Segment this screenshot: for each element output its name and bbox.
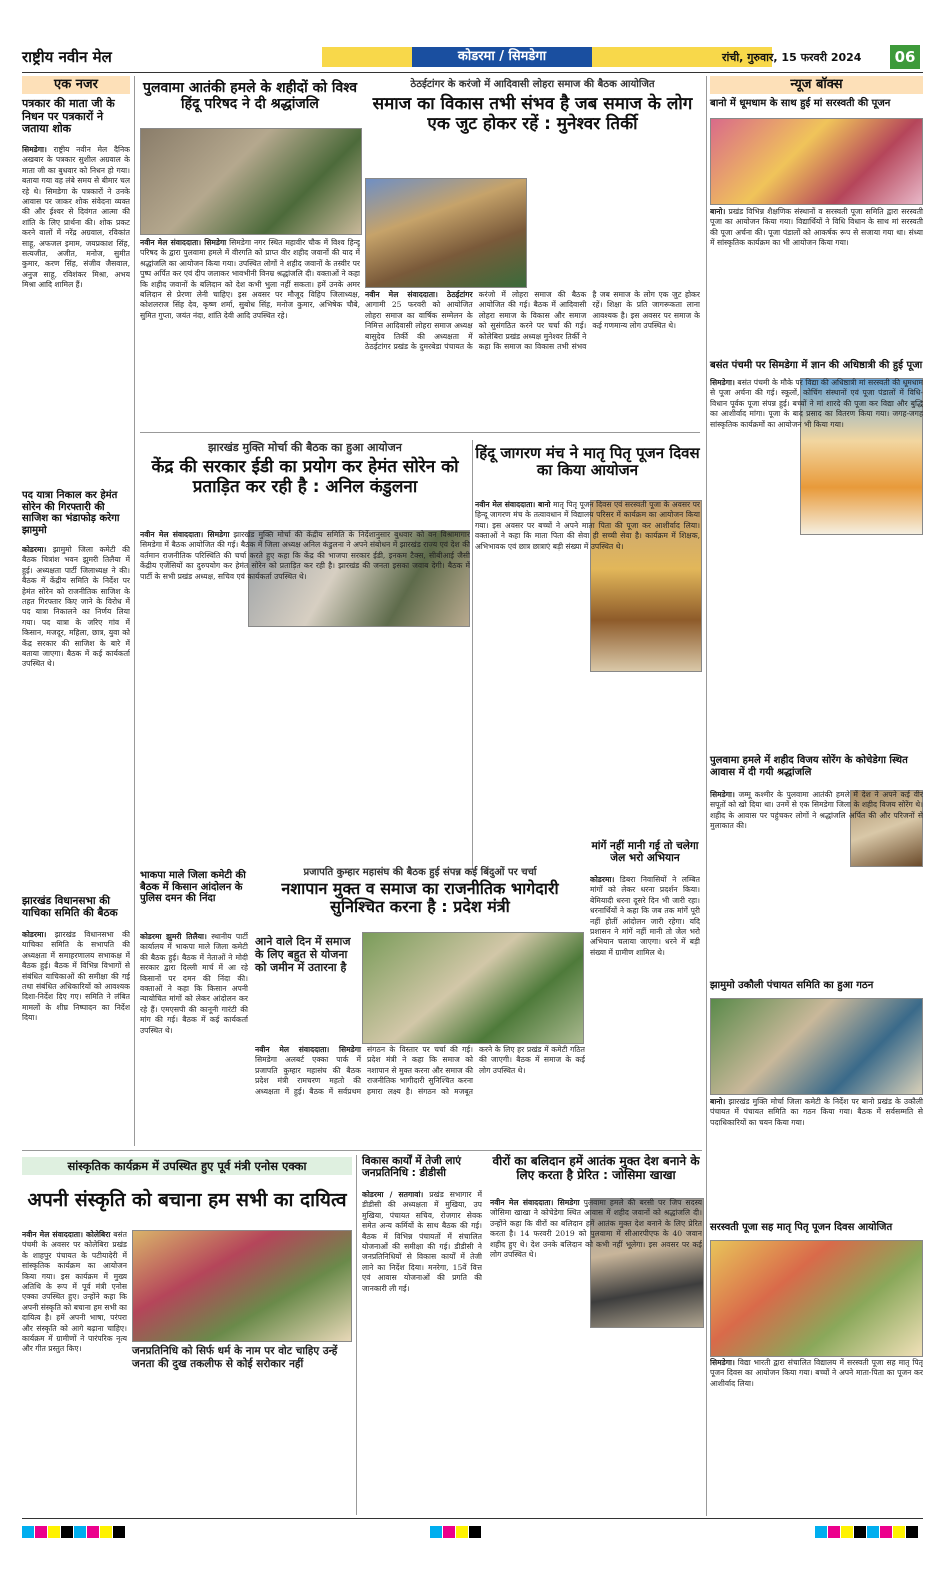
right-story2-headline: बसंत पंचमी पर सिमडेगा में ज्ञान की अधिष्ठात्री की हुई पूजा — [710, 360, 923, 371]
prajapati-kicker: प्रजापति कुम्हार महासंघ की बैठक हुई संपन्न कई बिंदुओं पर चर्चा — [303, 867, 537, 878]
dakhra-headline: मांगें नहीं मानी गई तो चलेगा जेल भरो अभियान — [591, 840, 699, 865]
right-story3-headline: पुलवामा हमले में शहीद विजय सोरेंग के कोचेडेगा स्थित आवास में दी गयी श्रद्धांजलि — [710, 755, 908, 778]
right-story4-photo — [710, 998, 923, 1095]
cultural-body: नवीन मेल संवाददाता। कोलेबिरा बसंत पंचमी के अवसर पर कोलेबिरा प्रखंड के शाहपुर पंचायत के पटीयादेरी में सांस्कृतिक कार्यक्रम का आयोजन किया गया। इस कार्यक्रम में मुख्य अतिथि के रूप में पूर्व मंत्री एनोस एक्का उपस्थित हुए। उन्होंने कहा कि अपनी संस्कृति को बचाना हम सभी का दायित्व है। हमें अपनी भाषा, परंपरा और संस्कृति को आगे बढ़ाना चाहिए। कार्यक्रम में ग्रामीणों ने पारंपरिक नृत्य और गीत प्रस्तुत किए। — [22, 1230, 127, 1354]
left-story1-body: सिमडेगा। राष्ट्रीय नवीन मेल दैनिक अखबार के पत्रकार सुशील अग्रवाल के माता जी का बुधवार को निधन हो गया। बताया गया वह लंबे समय से बीमार चल रहे थे। सिमडेगा के पत्रकारों ने उनके आवास पर जाकर शोक संवेदना व्यक्त की और ईश्वर से दिवंगत आत्मा की शांति के लिए प्रार्थना की। शोक प्रकट करने वालों में नरेंद्र अग्रवाल, रविकांत साहू, अफजल इमाम, जयप्रकाश सिंह, सत्यजीत, अजीत, मनोज, सुमीत कुमार, करण सिंह, संजीव जैसवाल, अनुज साहू, रविशंकर मिश्रा, अभय मिश्रा आदि शामिल हैं। — [22, 145, 130, 290]
right-story5-photo — [710, 1240, 923, 1357]
right-story1-headline: बानो में धूमधाम के साथ हुई मां सरस्वती की पूजन — [710, 98, 891, 109]
lohra-body: नवीन मेल संवाददाता। ठेठईटांगर आगामी 25 फरवरी को आयोजित लोहरा समाज का वार्षिक सम्मेलन के निमित्त आदिवासी लोहरा समाज अध्यक्ष बासुदेव तिर्की की अध्यक्षता में ठेठईटांगर प्रखंड के दुमरबेडा पंचायत के करंजो में लोहरा समाज की बैठक आयोजित की गई। बैठक में आदिवासी लोहरा समाज के विकास और समाज को सुसंगठित करने पर चर्चा की गई। कोलेबिरा प्रखंड अध्यक्ष मुनेश्वर तिर्की ने कहा कि समाज का विकास तभी संभव है जब समाज के लोग एक जुट होकर रहें। शिक्षा के प्रति जागरूकता लाना आवश्यक है। इस अवसर पर समाज के कई गणमान्य लोग उपस्थित थे। — [365, 290, 700, 352]
josima-body: नवीन मेल संवाददाता। सिमडेगा पुलवामा हमले की बरसी पर जिप सदस्य जोसिमा खाखा ने कोचेडेगा स्थित आवास में शहीद जवानों को श्रद्धांजलि दी। उन्होंने कहा कि वीरों का बलिदान हमें आतंक मुक्त देश बनाने के लिए प्रेरित करता है। 14 फरवरी 2019 को पुलवामा में सीआरपीएफ के 40 जवान शहीद हुए थे। देश उनके बलिदान को कभी नहीं भूलेगा। इस अवसर पर कई लोग उपस्थित थे। — [490, 1198, 702, 1260]
page-number: 06 — [890, 45, 920, 69]
cultural-caption: जनप्रतिनिधि को सिर्फ धर्म के नाम पर वोट चाहिए उन्हें जनता की दुख तकलीफ से कोई सरोकार नहीं — [132, 1345, 338, 1370]
section-title: कोडरमा / सिमडेगा — [412, 47, 592, 67]
right-column-header: न्यूज बॉक्स — [710, 76, 923, 94]
cultural-photo — [132, 1230, 352, 1342]
jmm-body: नवीन मेल संवाददाता। सिमडेगा झारखंड मुक्ति मोर्चा की केंद्रीय समिति के निर्देशानुसार बुधवार को वन विश्रामागार सिमडेगा में बैठक आयोजित की गई। बैठक में जिला अध्यक्ष अनिल कंडुलना ने अपने संबोधन में झारखंड राज्य एवं देश की वर्तमान राजनीतिक परिस्थिति की चर्चा करते हुए कहा कि केंद्र की भाजपा सरकार ईडी, इनकम टैक्स, सीबीआई जैसी केंद्रीय एजेंसियों का दुरुपयोग कर हेमंत सोरेन को प्रताड़ित कर रही है। झारखंड की जनता इसका जवाब देगी। बैठक में पार्टी के सभी प्रखंड अध्यक्ष, सचिव एवं कार्यकर्ता उपस्थित थे। — [140, 530, 470, 581]
left-story2-body: कोडरमा। झामुमो जिला कमेटी की बैठक चित्रांश भवन झुमरी तिलैया में हुई। अध्यक्षता पार्टी जिलाध्यक्ष ने की। बैठक में केंद्रीय समिति के निर्देश पर हेमंत सोरेन को राजनीतिक साजिश के तहत गिरफ्तार किए जाने के विरोध में पद यात्रा निकालने का निर्णय लिया गया। पद यात्रा के जरिए गांव में किसान, मजदूर, महिला, छात्र, युवा को केंद्र सरकार की साजिश के बारे में बताया जाएगा। बैठक में कई कार्यकर्ता उपस्थित थे। — [22, 545, 130, 669]
jmm-kicker: झारखंड मुक्ति मोर्चा की बैठक का हुआ आयोजन — [208, 441, 402, 454]
right-story4-headline: झामुमो उकौली पंचायत समिति का हुआ गठन — [710, 980, 874, 991]
bhakpa-body: कोडरमा झुमरी तिलैया। स्थानीय पार्टी कार्यालय में भाकपा माले जिला कमेटी की बैठक हुई। बैठक में नेताओं ने मोदी सरकार द्वारा दिल्ली मार्च में आ रहे किसानों पर दमन की निंदा की। वक्ताओं ने कहा कि किसान अपनी न्यायोचित मांगों को लेकर आंदोलन कर रहे हैं। एमएसपी की कानूनी गारंटी की मांग की गई। बैठक में कई कार्यकर्ता उपस्थित थे। — [140, 932, 248, 1035]
prajapati-body: नवीन मेल संवाददाता। सिमडेगा सिमडेगा अलबर्ट एक्का पार्क में प्रजापति कुम्हार महासंघ की बैठक प्रदेश मंत्री रामचरण महतो की अध्यक्षता में हुई। बैठक में सर्वप्रथम संगठन के विस्तार पर चर्चा की गई। प्रदेश मंत्री ने कहा कि समाज को नशापान से मुक्त करना और समाज की राजनीतिक भागीदारी सुनिश्चित करना हमारा लक्ष्य है। संगठन को मजबूत करने के लिए हर प्रखंड में कमेटी गठित की जाएगी। बैठक में समाज के कई लोग उपस्थित थे। — [255, 1045, 585, 1096]
left-story3-body: कोडरमा। झारखंड विधानसभा की याचिका समिति के सभापति की अध्यक्षता में समाहरणालय सभाकक्ष में बैठक हुई। बैठक में विभिन्न विभागों से संबंधित याचिकाओं की समीक्षा की गई तथा संबंधित अधिकारियों को आवश्यक दिशा-निर्देश दिए गए। समिति ने लंबित मामलों के शीघ्र निष्पादन का निर्देश दिया। — [22, 930, 130, 1023]
cultural-kicker: सांस्कृतिक कार्यक्रम में उपस्थित हुए पूर्व मंत्री एनोस एक्का — [22, 1157, 352, 1175]
prajapati-photo — [362, 932, 584, 1044]
cultural-headline: अपनी संस्कृति को बचाना हम सभी का दायित्व — [27, 1189, 347, 1211]
pulwama-headline: पुलवामा आतंकी हमले के शहीदों को विश्व हिंदू परिषद ने दी श्रद्धांजलि — [143, 80, 357, 113]
masthead — [22, 45, 923, 71]
jmm-headline: केंद्र की सरकार ईडी का प्रयोग कर हेमंत सोरेन को प्रताड़ित कर रही है : अनिल कंडुलना — [151, 457, 459, 497]
prajapati-deck: आने वाले दिन में समाज के लिए बहुत से योजना को जमीन में उतारना है — [255, 935, 351, 974]
hindu-jagran-headline: हिंदू जागरण मंच ने मातृ पितृ पूजन दिवस का किया आयोजन — [475, 444, 700, 480]
ddc-headline: विकास कार्यों में तेजी लाएं जनप्रतिनिधि : डीडीसी — [362, 1155, 462, 1180]
right-story4-body: बानो। झारखंड मुक्ति मोर्चा जिला कमेटी के निर्देश पर बानो प्रखंड के उकौली पंचायत में पंचायत समिति का गठन किया गया। बैठक में सर्वसम्मति से पदाधिकारियों का चयन किया गया। — [710, 1097, 923, 1127]
right-story1-body: बानो। प्रखंड विभिन्न शैक्षणिक संस्थानों व सरस्वती पूजा समिति द्वारा सरस्वती पूजा का आयोजन किया गया। विद्यार्थियों ने विधि विधान के साथ मां सरस्वती की पूजा अर्चना की। पूजा पंडालों को आकर्षक रूप से सजाया गया था। संध्या में सांस्कृतिक कार्यक्रम का भी आयोजन किया गया। — [710, 207, 923, 248]
left-story1-headline: पत्रकार की माता जी के निधन पर पत्रकारों ने जताया शोक — [22, 97, 115, 136]
pulwama-photo — [140, 128, 362, 235]
right-story5-body: सिमडेगा। विद्या भारती द्वारा संचालित विद्यालय में सरस्वती पूजा सह मातृ पितृ पूजन दिवस का आयोजन किया गया। बच्चों ने अपने माता-पिता का पूजन कर आशीर्वाद लिया। — [710, 1358, 923, 1388]
lohra-photo — [365, 178, 527, 288]
left-story3-headline: झारखंड विधानसभा की याचिका समिति की बैठक — [22, 895, 118, 920]
hindu-jagran-body: नवीन मेल संवाददाता। बानो मातृ पितृ पूजन दिवस एवं सरस्वती पूजा के अवसर पर हिन्दू जागरण मंच के तत्वावधान में विद्यालय परिसर में कार्यक्रम का आयोजन किया गया। इस अवसर पर बच्चों ने अपने माता पिता की पूजा कर आशीर्वाद लिया। वक्ताओं ने कहा कि माता पिता की सेवा ही सच्ची सेवा है। कार्यक्रम में शिक्षक, अभिभावक एवं छात्र छात्राएं बड़ी संख्या में उपस्थित थे। — [475, 500, 700, 551]
bhakpa-headline: भाकपा माले जिला कमेटी की बैठक में किसान आंदोलन के पुलिस दमन की निंदा — [140, 870, 246, 904]
lohra-kicker: ठेठईटांगर के करंजो में आदिवासी लोहरा समाज की बैठक आयोजित — [410, 79, 655, 90]
prajapati-headline: नशापान मुक्त व समाज का राजनीतिक भागेदारी सुनिश्चित करना है : प्रदेश मंत्री — [281, 879, 559, 917]
paper-name: राष्ट्रीय नवीन मेल — [22, 48, 112, 66]
right-story1-photo — [710, 118, 923, 205]
issue-date: रांची, गुरुवार, 15 फरवरी 2024 — [722, 51, 862, 64]
right-story5-headline: सरस्वती पूजा सह मातृ पितृ पूजन दिवस आयोजित — [710, 1222, 893, 1233]
josima-headline: वीरों का बलिदान हमें आतंक मुक्त देश बनाने के लिए करता है प्रेरित : जोसिमा खाखा — [492, 1154, 700, 1182]
lohra-headline: समाज का विकास तभी संभव है जब समाज के लोग एक जुट होकर रहें : मुनेश्वर तिर्की — [372, 94, 693, 134]
left-column-header: एक नजर — [22, 76, 130, 94]
right-story2-body: सिमडेगा। बसंत पंचमी के मौके पर विद्या की अधिष्ठात्री मां सरस्वती की धूमधाम से पूजा अर्चना की गई। स्कूलों, कोचिंग संस्थानों एवं पूजा पंडालों में विधि-विधान पूर्वक पूजा संपन्न हुई। बच्चों ने मां शारदे की पूजा कर विद्या और बुद्धि का आशीर्वाद मांगा। पूजा के बाद प्रसाद का वितरण किया गया। जगह-जगह सांस्कृतिक कार्यक्रमों का आयोजन भी किया गया। — [710, 378, 923, 429]
color-bar-left — [22, 1523, 126, 1535]
color-bar-center — [430, 1523, 482, 1535]
right-story3-body: सिमडेगा। जम्मू कश्मीर के पुलवामा आतंकी हमले में देश ने अपने कई वीर सपूतों को खो दिया था। उनमें से एक सिमडेगा जिला के शहीद विजय सोरेंग थे। शहीद के आवास पर पहुंचकर लोगों ने श्रद्धांजलि अर्पित की और परिजनों से मुलाकात की। — [710, 790, 923, 831]
color-bar-right — [815, 1523, 919, 1535]
dakhra-body: कोडरमा। डिबरा निवासियों ने लम्बित मांगों को लेकर धरना प्रदर्शन किया। बेमियादी धरना दूसरे दिन भी जारी रहा। धरनार्थियों ने कहा कि जब तक मांगें पूरी नहीं होतीं आंदोलन जारी रहेगा। यदि प्रशासन ने मांगें नहीं मानी तो जेल भरो अभियान चलाया जाएगा। धरने में बड़ी संख्या में ग्रामीण शामिल थे। — [590, 875, 700, 957]
left-story2-headline: पद यात्रा निकाल कर हेमंत सोरेन की गिरफ्तारी की साजिश का भंडाफोड़ करेगा झामुमो — [22, 490, 120, 536]
ddc-body: कोडरमा / सतगावां। प्रखंड सभागार में डीडीसी की अध्यक्षता में मुखिया, उप मुखिया, पंचायत सचिव, रोजगार सेवक समेत अन्य कर्मियों के साथ बैठक की गई। बैठक में विभिन्न पंचायतों में संचालित योजनाओं की समीक्षा की गई। डीडीसी ने जनप्रतिनिधियों से विकास कार्यों में तेजी लाने का निर्देश दिया। मनरेगा, 15वें वित्त एवं आवास योजनाओं की प्रगति की जानकारी ली गई। — [362, 1190, 482, 1293]
pulwama-body: नवीन मेल संवाददाता। सिमडेगा सिमडेगा नगर स्थित महावीर चौक में विश्व हिन्दू परिषद के द्वारा पुलवामा हमले में वीरगति को प्राप्त वीर शहीद जवानों की याद में श्रद्धांजलि का आयोजन किया गया। उपस्थित लोगों ने शहीद जवानों के तस्वीर पर पुष्प अर्पित कर एवं दीप जलाकर भावभीनी विनम्र श्रद्धांजलि दी। वक्ताओं ने कहा कि शहीद जवानों के बलिदान को देश कभी भुला नहीं सकता। हमें उनके अमर बलिदान से प्रेरणा लेनी चाहिए। इस अवसर पर मौजूद विहिप जिलाध्यक्ष, कोशलराज सिंह देव, कृष्ण शर्मा, सुबोध सिंह, मनोज कुमार, अभिषेक चौबे, सुमित गुप्ता, जयंत नंदा, शांति देवी आदि उपस्थित रहे। — [140, 238, 360, 320]
